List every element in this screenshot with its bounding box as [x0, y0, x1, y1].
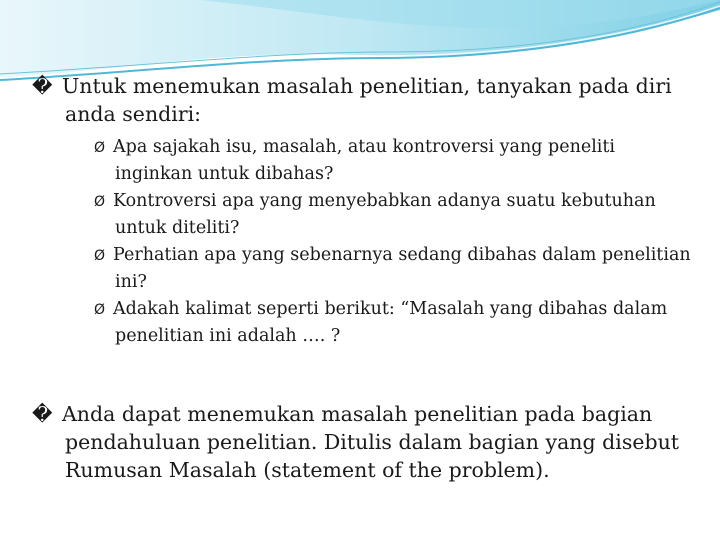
sub-bullet-1 [94, 134, 692, 187]
sub-bullet-2 [94, 188, 692, 241]
bullet-block-2 [32, 400, 692, 484]
main-bullet-2-text: Anda dapat menemukan masalah penelitian pada bagian pendahuluan penelitian. Ditulis dalam bagian yang disebut Rumusan Masalah (statement of the problem). [62, 402, 680, 482]
main-bullet-2 [32, 400, 692, 484]
sub-bullet-list [32, 134, 692, 349]
arrow-bullet-icon: Ø [94, 140, 106, 156]
sub-bullet-4 [94, 296, 692, 349]
arrow-bullet-icon: Ø [94, 194, 106, 210]
sub-bullet-4-text: Adakah kalimat seperti berikut: “Masalah yang dibahas dalam penelitian ini adalah …. ? [113, 299, 668, 346]
sub-bullet-1-text: Apa sajakah isu, masalah, atau kontroversi yang peneliti inginkan untuk dibahas? [113, 137, 616, 184]
sub-bullet-3 [94, 242, 692, 295]
sub-bullet-3-text: Perhatian apa yang sebenarnya sedang dibahas dalam penelitian ini? [113, 245, 691, 292]
sub-bullet-2-text: Kontroversi apa yang menyebabkan adanya suatu kebutuhan untuk diteliti? [113, 191, 656, 238]
main-bullet-1-text: Untuk menemukan masalah penelitian, tanyakan pada diri anda sendiri: [62, 74, 672, 126]
main-bullet-1 [32, 72, 692, 128]
bullet-marker-icon: � [32, 74, 53, 98]
arrow-bullet-icon: Ø [94, 302, 106, 318]
bullet-marker-icon: � [32, 402, 53, 426]
bullet-block-1 [32, 72, 692, 350]
arrow-bullet-icon: Ø [94, 248, 106, 264]
